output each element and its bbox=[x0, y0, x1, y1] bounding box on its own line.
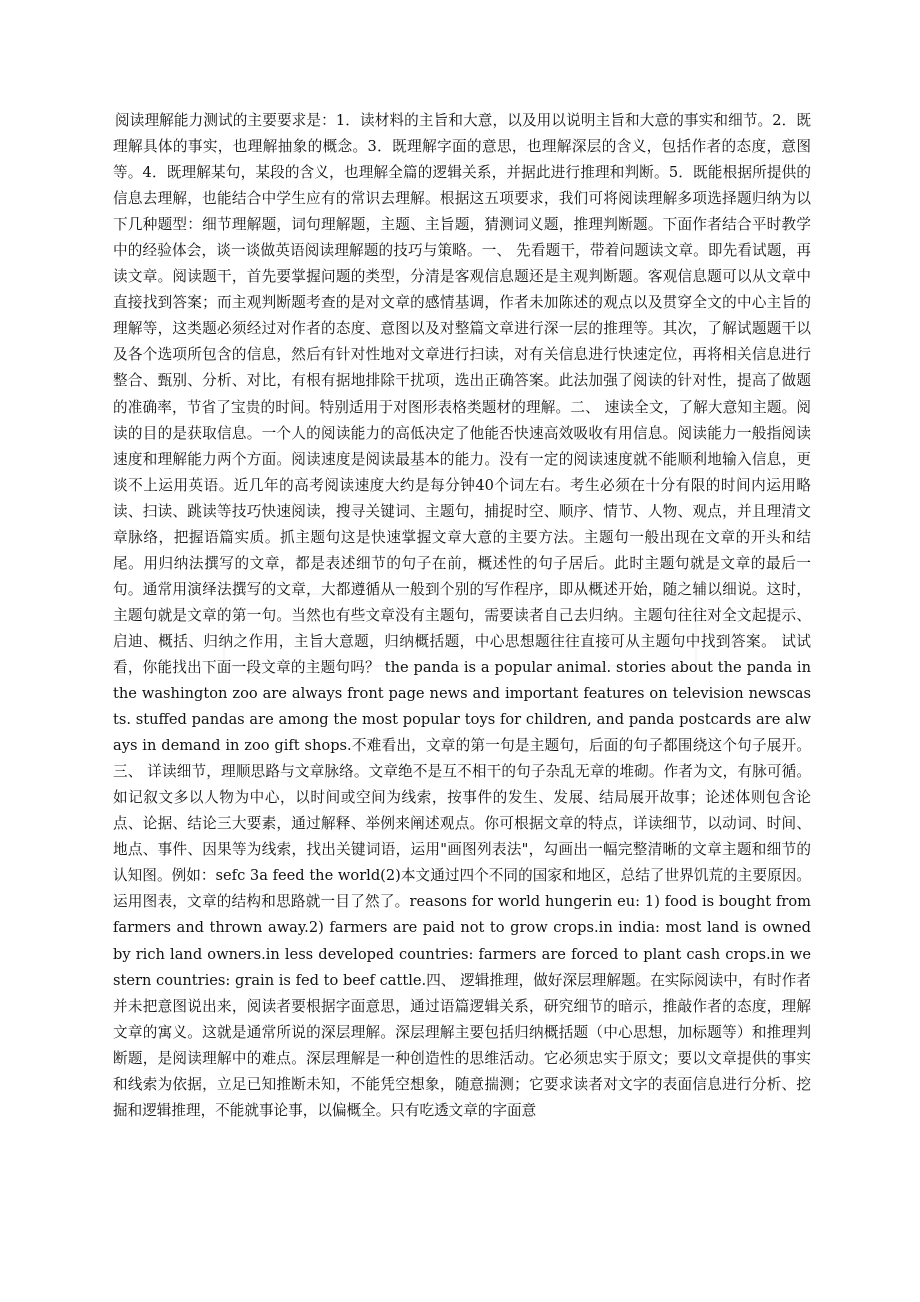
article-paragraph: 阅读理解能力测试的主要要求是：1．读材料的主旨和大意，以及用以说明主旨和大意的事实和细节。2．既理解具体的事实，也理解抽象的概念。3．既理解字面的意思，也理解深层的含义，包括作者的态度，意图等。4．既理解某句，某段的含义，也理解全篇的逻辑关系，并据此进行推理和判断。5．既能根据所提供的信息去理解，也能结合中学生应有的常识去理解。根据这五项要求，我们可将阅读理解多项选择题归纳为以下几种题型：细节理解题，词句理解题，主题、主旨题，猜测词义题，推理判断题。下面作者结合平时教学中的经验体会，谈一谈做英语阅读理解题的技巧与策略。一、 先看题干，带着问题读文章。即先看试题，再读文章。阅读题干，首先要掌握问题的类型，分清是客观信息题还是主观判断题。客观信息题可以从文章中直接找到答案；而主观判断题考查的是对文章的感情基调，作者未加陈述的观点以及贯穿全文的中心主旨的理解等，这类题必须经过对作者的态度、意图以及对整篇文章进行深一层的推理等。其次，了解试题题干以及各个选项所包含的信息，然后有针对性地对文章进行扫读，对有关信息进行快速定位，再将相关信息进行整合、甄别、分析、对比，有根有据地排除干扰项，选出正确答案。此法加强了阅读的针对性，提高了做题的准确率，节省了宝贵的时间。特别适用于对图形表格类题材的理解。二、 速读全文，了解大意知主题。阅读的目的是获取信息。一个人的阅读能力的高低决定了他能否快速高效吸收有用信息。阅读能力一般指阅读速度和理解能力两个方面。阅读速度是阅读最基本的能力。没有一定的阅读速度就不能顺利地输入信息，更谈不上运用英语。近几年的高考阅读速度大约是每分钟40个词左右。考生必须在十分有限的时间内运用略读、扫读、跳读等技巧快速阅读，搜寻关键词、主题句，捕捉时空、顺序、情节、人物、观点，并且理清文章脉络，把握语篇实质。抓主题句这是快速掌握文章大意的主要方法。主题句一般出现在文章的开头和结尾。用归纳法撰写的文章，都是表述细节的句子在前，概述性的句子居后。此时主题句就是文章的最后一句。通常用演绎法撰写的文章，大都遵循从一般到个别的写作程序，即从概述开始，随之辅以细说。这时，主题句就是文章的第一句。当然也有些文章没有主题句，需要读者自己去归纳。主题句往往对全文起提示、启迪、概括、归纳之作用，主旨大意题，归纳概括题，中心思想题往往直接可从主题句中找到答案。 试试看，你能找出下面一段文章的主题句吗？ the panda is a popular animal. stories about the panda in the washington zoo are always front page news and important features on television newscasts. stuffed pandas are among the most popular toys for children, and panda postcards are always in demand in zoo gift shops.不难看出，文章的第一句是主题句，后面的句子都围绕这个句子展开。三、 详读细节，理顺思路与文章脉络。文章绝不是互不相干的句子杂乱无章的堆砌。作者为文，有脉可循。如记叙文多以人物为中心，以时间或空间为线索，按事件的发生、发展、结局展开故事；论述体则包含论点、论据、结论三大要素，通过解释、举例来阐述观点。你可根据文章的特点，详读细节，以动词、时间、地点、事件、因果等为线索，找出关键词语，运用"画图列表法"，勾画出一幅完整清晰的文章主题和细节的认知图。例如：sefc 3a feed the world(2)本文通过四个不同的国家和地区，总结了世界饥荒的主要原因。运用图表，文章的结构和思路就一目了然了。reasons for world hungerin eu: 1) food is bought from farmers and thrown away.2) farmers are paid not to grow crops.in india: most land is owned by rich land owners.in less developed countries: farmers are forced to plant cash crops.in western countries: grain is fed to beef cattle.四、 逻辑推理，做好深层理解题。在实际阅读中，有时作者并未把意图说出来，阅读者要根据字面意思，通过语篇逻辑关系，研究细节的暗示，推敲作者的态度，理解文章的寓义。这就是通常所说的深层理解。深层理解主要包括归纳概括题（中心思想，加标题等）和推理判断题，是阅读理解中的难点。深层理解是一种创造性的思维活动。它必须忠实于原文；要以文章提供的事实和线索为依据，立足已知推断未知，不能凭空想象，随意揣测；它要求读者对文字的表面信息进行分析、挖掘和逻辑推理，不能就事论事，以偏概全。只有吃透文章的字面意 bbox=[113, 112, 811, 1119]
